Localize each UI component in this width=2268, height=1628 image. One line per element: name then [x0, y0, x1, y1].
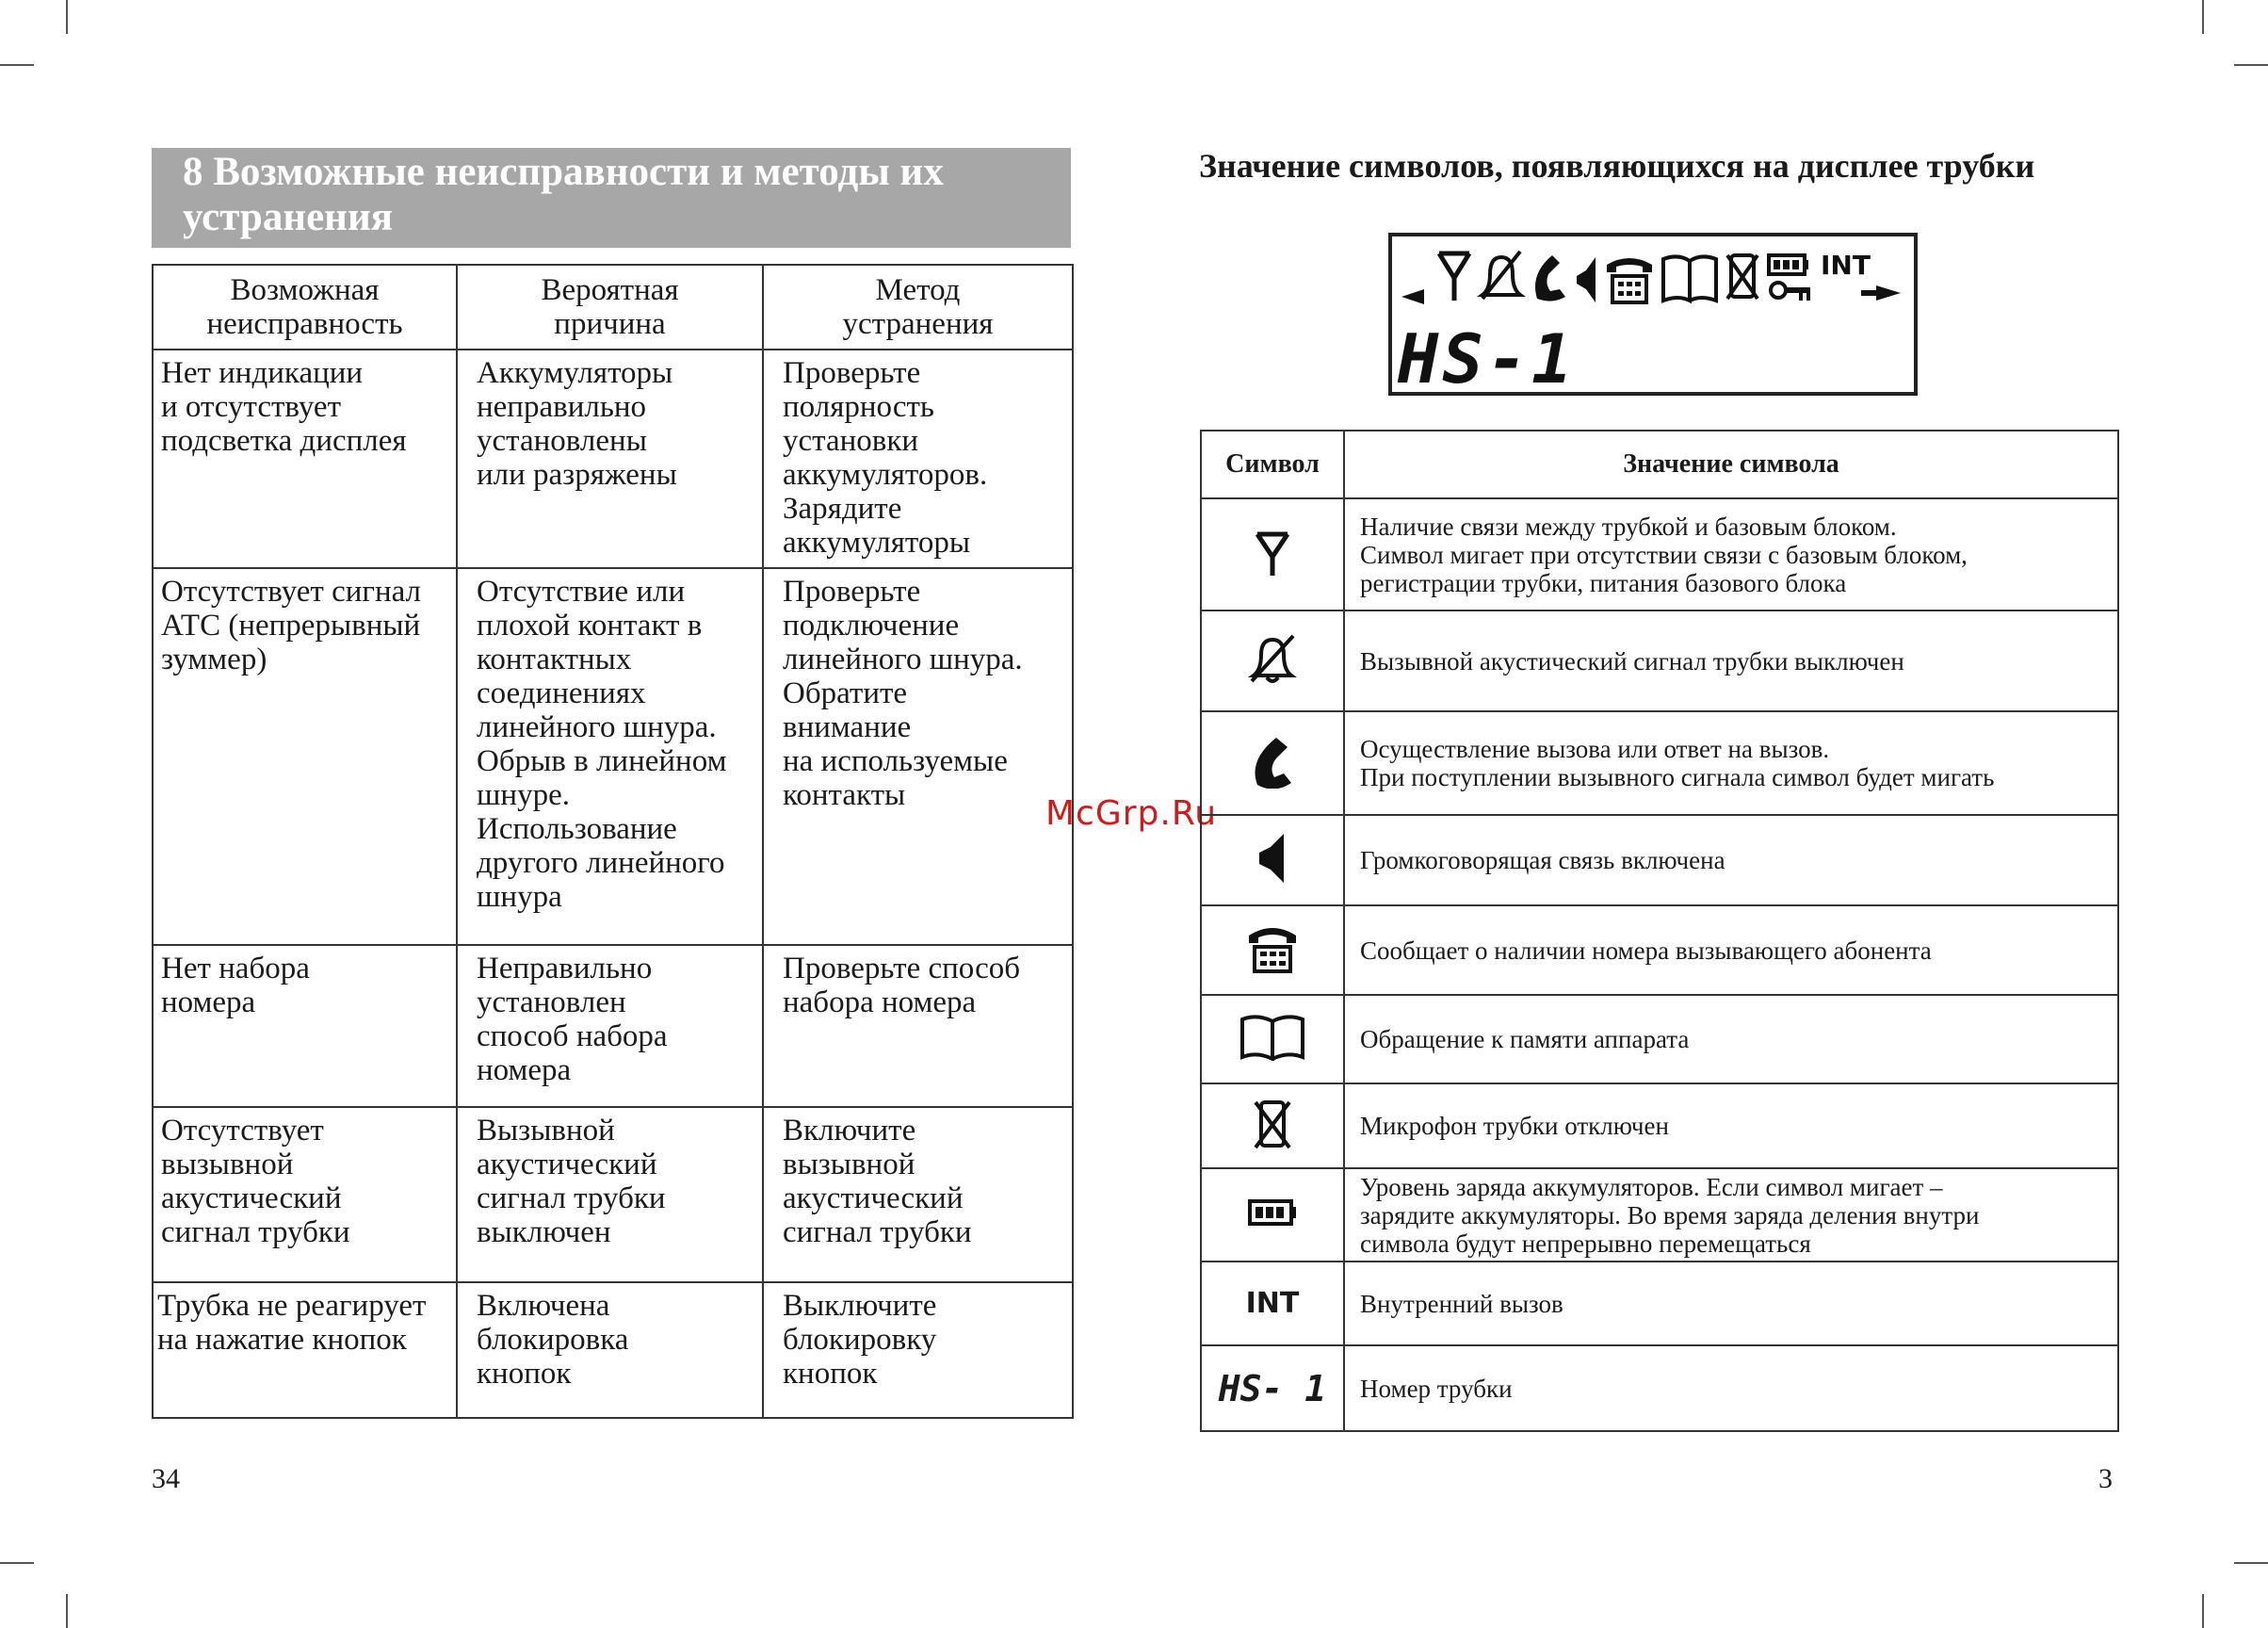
meaning-cell: Осуществление вызова или ответ на вызов. При поступлении вызывного сигнала символ будет мигать — [1344, 711, 2118, 815]
symbol-cell — [1201, 498, 1344, 610]
table-row — [1201, 1345, 2118, 1431]
antenna-icon — [1254, 529, 1291, 576]
table-cell: Нет набора номера — [153, 945, 457, 1107]
table-row — [1201, 1168, 2118, 1262]
book-icon — [1663, 256, 1716, 301]
symbol-cell — [1201, 711, 1344, 815]
page-number-right: 3 — [2098, 1463, 2113, 1494]
symbol-cell — [1201, 995, 1344, 1083]
meaning-cell: Микрофон трубки отключен — [1344, 1083, 2118, 1168]
phone-icon — [1247, 922, 1298, 973]
table-cell: Проверьте полярность установки аккумуляторов. Зарядите аккумуляторы — [763, 350, 1073, 568]
table-cell: Проверьте способ набора номера — [763, 945, 1073, 1107]
table-header-row — [1201, 431, 2118, 498]
meaning-cell: Громкоговорящая связь включена — [1344, 815, 2118, 905]
table-cell: Неправильно установлен способ набора номера — [457, 945, 763, 1107]
table-row — [153, 945, 1073, 1107]
key-icon — [1771, 283, 1810, 301]
symbol-cell — [1201, 1168, 1344, 1262]
crop-mark — [0, 64, 34, 66]
mic-off-icon — [1254, 1099, 1291, 1149]
meaning-cell: Наличие связи между трубкой и базовым блоком. Символ мигает при отсутствии связи с базовым блоком, регистрации трубки, питания базового блока — [1344, 498, 2118, 610]
table-cell: Нет индикации и отсутствует подсветка дисплея — [153, 350, 457, 568]
table-row — [1201, 1262, 2118, 1345]
table-row — [1201, 995, 2118, 1083]
table-cell: Трубка не реагирует на нажатие кнопок — [153, 1282, 457, 1418]
table-row — [1201, 1083, 2118, 1168]
handset-display — [1388, 233, 1918, 396]
column-header: Метод устранения — [763, 265, 1073, 350]
speaker-icon — [1577, 257, 1596, 302]
symbol-cell — [1201, 1345, 1344, 1431]
display-icons — [1392, 236, 1914, 392]
symbol-cell — [1201, 1262, 1344, 1345]
section-title: 8 Возможные неисправности и методы их устранения — [152, 148, 1071, 248]
handset-icon — [1252, 734, 1293, 789]
table-cell: Отсутствие или плохой контакт в контактных соединениях линейного шнура. Обрыв в линейном шнуре. Использование другого линейного шнура — [457, 568, 763, 945]
table-row — [153, 1282, 1073, 1418]
table-cell: Включена блокировка кнопок — [457, 1282, 763, 1418]
book-icon — [1240, 1014, 1304, 1061]
table-row — [1201, 711, 2118, 815]
page-number-left: 34 — [152, 1463, 180, 1494]
troubleshooting-table — [152, 264, 1074, 1419]
table-row — [153, 1107, 1073, 1282]
int-label: INT — [1821, 250, 1871, 281]
crop-mark — [2202, 0, 2204, 34]
column-header-symbol: Символ — [1201, 431, 1344, 498]
mic-off-icon — [1727, 255, 1758, 299]
table-header-row — [153, 265, 1073, 350]
column-header: Возможная неисправность — [153, 265, 457, 350]
crop-mark — [2234, 64, 2268, 66]
table-row — [1201, 610, 2118, 711]
bell-off-icon — [1246, 632, 1299, 685]
table-row — [1201, 905, 2118, 995]
table-cell: Аккумуляторы неправильно установлены или разряжены — [457, 350, 763, 568]
handset-number-label: HS-1 — [1398, 319, 1577, 392]
symbols-table — [1200, 430, 2119, 1432]
battery-icon — [1248, 1199, 1297, 1226]
meaning-cell: Сообщает о наличии номера вызывающего абонента — [1344, 905, 2118, 995]
watermark: McGrp.Ru — [1045, 794, 1218, 833]
meaning-cell: Внутренний вызов — [1344, 1262, 2118, 1345]
right-arrow-icon — [1876, 285, 1901, 301]
bell-off-icon — [1482, 252, 1520, 299]
phone-icon — [1607, 258, 1652, 302]
antenna-icon — [1439, 253, 1469, 301]
table-row — [153, 568, 1073, 945]
table-cell: Проверьте подключение линейного шнура. Обратите внимание на используемые контакты — [763, 568, 1073, 945]
table-cell: Выключите блокировку кнопок — [763, 1282, 1073, 1418]
table-row — [1201, 498, 2118, 610]
int-icon: INT — [1245, 1287, 1300, 1320]
column-header: Вероятная причина — [457, 265, 763, 350]
symbol-cell — [1201, 815, 1344, 905]
speaker-icon — [1257, 832, 1288, 885]
symbol-cell — [1201, 610, 1344, 711]
meaning-cell: Уровень заряда аккумуляторов. Если символ мигает – зарядите аккумуляторы. Во время заряда деления внутри символа будут непрерывно перемещаться — [1344, 1168, 2118, 1262]
table-cell: Включите вызывной акустический сигнал трубки — [763, 1107, 1073, 1282]
handset-icon — [1535, 255, 1565, 301]
meaning-cell: Номер трубки — [1344, 1345, 2118, 1431]
hs-icon: HS- 1 — [1218, 1367, 1327, 1409]
table-cell: Вызывной акустический сигнал трубки выключен — [457, 1107, 763, 1282]
table-cell: Отсутствует сигнал АТС (непрерывный зуммер) — [153, 568, 457, 945]
table-row — [1201, 815, 2118, 905]
crop-mark — [0, 1562, 34, 1564]
meaning-cell: Обращение к памяти аппарата — [1344, 995, 2118, 1083]
table-cell: Отсутствует вызывной акустический сигнал трубки — [153, 1107, 457, 1282]
crop-mark — [2234, 1562, 2268, 1564]
battery-icon — [1769, 255, 1808, 274]
table-row — [153, 350, 1073, 568]
symbol-cell — [1201, 1083, 1344, 1168]
symbols-heading: Значение символов, появляющихся на дисплее трубки — [1199, 147, 2035, 185]
column-header-meaning: Значение символа — [1344, 431, 2118, 498]
crop-mark — [2202, 1594, 2204, 1628]
crop-mark — [66, 0, 68, 34]
meaning-cell: Вызывной акустический сигнал трубки выключен — [1344, 610, 2118, 711]
crop-mark — [66, 1594, 68, 1628]
symbol-cell — [1201, 905, 1344, 995]
